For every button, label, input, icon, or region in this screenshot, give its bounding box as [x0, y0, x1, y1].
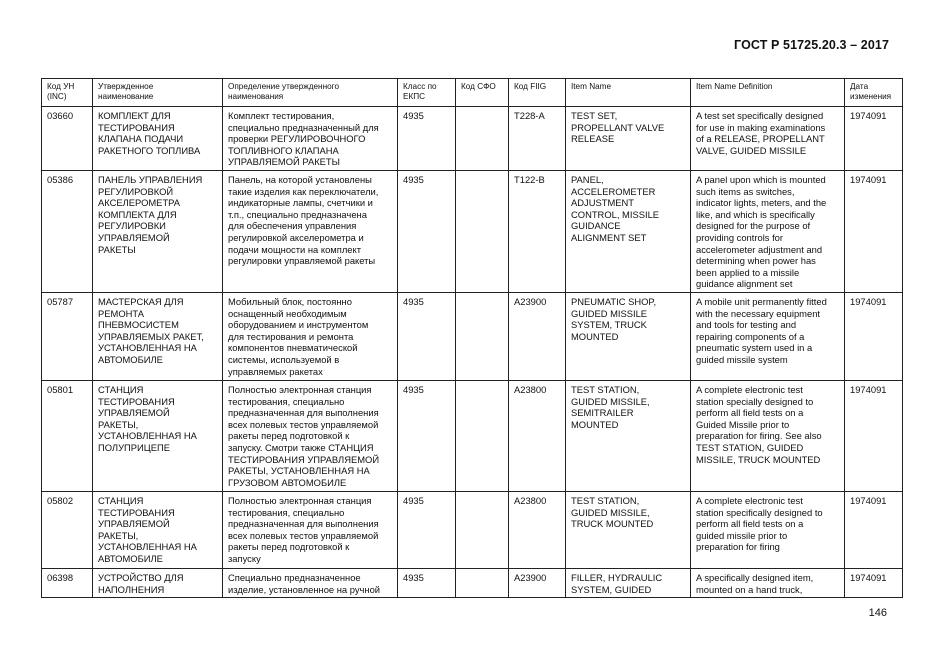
cell-definition: Панель, на которой установлены такие изделия как переключатели, индикаторные лампы, счетчики и т.п., специально предназначена для обеспечения управления регулировкой акселерометра и подачи мощности на комплект регулировки управляемой ракеты: [223, 171, 398, 293]
cell-item-definition: A mobile unit permanently fitted with the necessary equipment and tools for testing and repairing components of a pneumatic system used in a guided missile system: [691, 292, 845, 380]
cell-inc: 05801: [42, 380, 93, 491]
cell-fiig: A23800: [509, 491, 566, 568]
cell-date: 1974091: [845, 568, 903, 597]
cell-ekps: 4935: [398, 380, 456, 491]
cell-inc: 05802: [42, 491, 93, 568]
cell-name: СТАНЦИЯ ТЕСТИРОВАНИЯ УПРАВЛЯЕМОЙ РАКЕТЫ, УСТАНОВЛЕННАЯ НА ПОЛУПРИЦЕПЕ: [93, 380, 223, 491]
page-number: 146: [868, 607, 887, 619]
cell-fiig: A23900: [509, 568, 566, 597]
cell-item-definition: A test set specifically designed for use in making examinations of a RELEASE, PROPELLANT VALVE, GUIDED MISSILE: [691, 107, 845, 171]
cell-date: 1974091: [845, 171, 903, 293]
column-header-ekps: Класс по ЕКПС: [398, 79, 456, 107]
cell-item-name: FILLER, HYDRAULIC SYSTEM, GUIDED: [566, 568, 691, 597]
column-header-item-definition: Item Name Definition: [691, 79, 845, 107]
cell-ekps: 4935: [398, 107, 456, 171]
cell-name: СТАНЦИЯ ТЕСТИРОВАНИЯ УПРАВЛЯЕМОЙ РАКЕТЫ, УСТАНОВЛЕННАЯ НА АВТОМОБИЛЕ: [93, 491, 223, 568]
cell-item-name: PNEUMATIC SHOP, GUIDED MISSILE SYSTEM, TRUCK MOUNTED: [566, 292, 691, 380]
cell-item-name: PANEL, ACCELEROMETER ADJUSTMENT CONTROL, MISSILE GUIDANCE ALIGNMENT SET: [566, 171, 691, 293]
cell-ekps: 4935: [398, 171, 456, 293]
cell-inc: 05386: [42, 171, 93, 293]
cell-name: КОМПЛЕКТ ДЛЯ ТЕСТИРОВАНИЯ КЛАПАНА ПОДАЧИ РАКЕТНОГО ТОПЛИВА: [93, 107, 223, 171]
cell-sfo: [456, 380, 509, 491]
cell-date: 1974091: [845, 380, 903, 491]
document-code: ГОСТ Р 51725.20.3 – 2017: [734, 38, 889, 52]
column-header-fiig: Код FIIG: [509, 79, 566, 107]
cell-definition: Мобильный блок, постоянно оснащенный необходимым оборудованием и инструментом для тестирования и ремонта компонентов пневматической системы, используемой в управляемых ракетах: [223, 292, 398, 380]
column-header-inc: Код УН (INC): [42, 79, 93, 107]
cell-sfo: [456, 292, 509, 380]
table-row: [42, 568, 903, 597]
cell-ekps: 4935: [398, 491, 456, 568]
column-header-definition: Определение утвержденного наименования: [223, 79, 398, 107]
cell-ekps: 4935: [398, 568, 456, 597]
cell-sfo: [456, 171, 509, 293]
cell-sfo: [456, 568, 509, 597]
cell-date: 1974091: [845, 107, 903, 171]
table-row: [42, 380, 903, 491]
cell-item-definition: A complete electronic test station specially designed to perform all field tests on a Guided Missile prior to preparation for firing. See also TEST STATION, GUIDED MISSILE, TRUCK MOUNTED: [691, 380, 845, 491]
cell-item-definition: A specifically designed item, mounted on a hand truck,: [691, 568, 845, 597]
cell-date: 1974091: [845, 491, 903, 568]
cell-date: 1974091: [845, 292, 903, 380]
cell-fiig: T228-A: [509, 107, 566, 171]
table-row: [42, 491, 903, 568]
cell-definition: Специально предназначенное изделие, установленное на ручной: [223, 568, 398, 597]
cell-item-name: TEST SET, PROPELLANT VALVE RELEASE: [566, 107, 691, 171]
table-header-row: [42, 79, 903, 107]
cell-definition: Полностью электронная станция тестирования, специально предназначенная для выполнения всех полевых тестов управляемой ракеты перед подготовкой к запуску. Смотри также СТАНЦИЯ ТЕСТИРОВАНИЯ УПРАВЛЯЕМОЙ РАКЕТЫ, УСТАНОВЛЕННАЯ НА ГРУЗОВОМ АВТОМОБИЛЕ: [223, 380, 398, 491]
catalog-table: [41, 78, 903, 598]
column-header-name: Утвержденное наименование: [93, 79, 223, 107]
cell-inc: 05787: [42, 292, 93, 380]
cell-definition: Полностью электронная станция тестирования, специально предназначенная для выполнения всех полевых тестов управляемой ракеты перед подготовкой к запуску: [223, 491, 398, 568]
cell-definition: Комплект тестирования, специально предназначенный для проверки РЕГУЛИРОВОЧНОГО ТОПЛИВНОГО КЛАПАНА УПРАВЛЯЕМОЙ РАКЕТЫ: [223, 107, 398, 171]
cell-ekps: 4935: [398, 292, 456, 380]
column-header-item-name: Item Name: [566, 79, 691, 107]
cell-name: МАСТЕРСКАЯ ДЛЯ РЕМОНТА ПНЕВМОСИСТЕМ УПРАВЛЯЕМЫХ РАКЕТ, УСТАНОВЛЕННАЯ НА АВТОМОБИЛЕ: [93, 292, 223, 380]
column-header-date: Дата изменения: [845, 79, 903, 107]
table-row: [42, 171, 903, 293]
cell-name: УСТРОЙСТВО ДЛЯ НАПОЛНЕНИЯ: [93, 568, 223, 597]
cell-item-name: TEST STATION, GUIDED MISSILE, SEMITRAILER MOUNTED: [566, 380, 691, 491]
cell-inc: 03660: [42, 107, 93, 171]
cell-sfo: [456, 107, 509, 171]
table-row: [42, 292, 903, 380]
cell-item-name: TEST STATION, GUIDED MISSILE, TRUCK MOUNTED: [566, 491, 691, 568]
cell-name: ПАНЕЛЬ УПРАВЛЕНИЯ РЕГУЛИРОВКОЙ АКСЕЛЕРОМЕТРА КОМПЛЕКТА ДЛЯ РЕГУЛИРОВКИ УПРАВЛЯЕМОЙ РАКЕТЫ: [93, 171, 223, 293]
column-header-sfo: Код СФО: [456, 79, 509, 107]
cell-item-definition: A panel upon which is mounted such items as switches, indicator lights, meters, and the like, and which is specifically designed for the purpose of providing controls for accelerometer adjustment and determining when power has been applied to a missile guidance alignment set: [691, 171, 845, 293]
cell-fiig: T122-B: [509, 171, 566, 293]
cell-fiig: A23800: [509, 380, 566, 491]
cell-item-definition: A complete electronic test station specifically designed to perform all field tests on a guided missile prior to preparation for firing: [691, 491, 845, 568]
cell-inc: 06398: [42, 568, 93, 597]
table-row: [42, 107, 903, 171]
cell-sfo: [456, 491, 509, 568]
cell-fiig: A23900: [509, 292, 566, 380]
